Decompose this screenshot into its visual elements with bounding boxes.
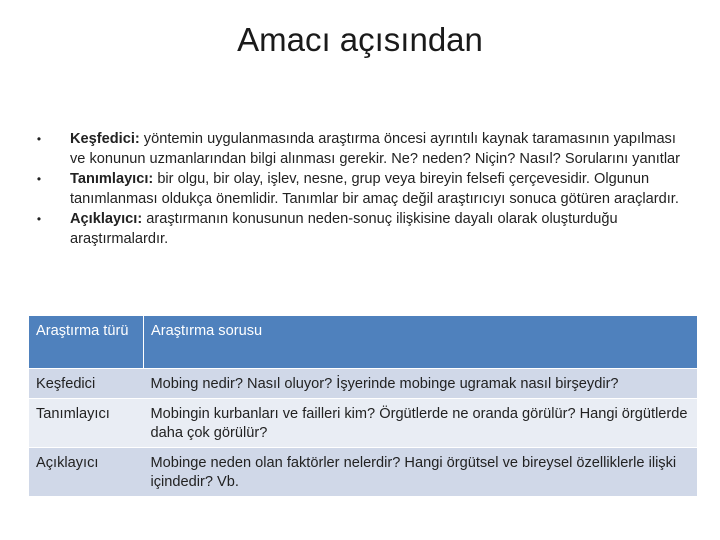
bullet-marker: • <box>36 172 42 186</box>
bullet-term: Keşfedici: <box>70 131 140 147</box>
header-research-type: Araştırma türü <box>29 316 144 368</box>
table-row <box>29 447 697 496</box>
bullet-list <box>34 130 684 250</box>
bullet-term: Açıklayıcı: <box>70 211 143 227</box>
bullet-term: Tanımlayıcı: <box>70 171 154 187</box>
bullet-marker: • <box>36 132 42 146</box>
slide-title: Amacı açısından <box>237 21 483 58</box>
bullet-text: araştırmanın konusunun neden-sonuç ilişkisine dayalı olarak oluşturduğu araştırmalardır. <box>70 211 618 247</box>
header-research-question: Araştırma sorusu <box>144 316 698 368</box>
table-header-row <box>29 316 697 368</box>
table-cell-question: Mobingin kurbanları ve failleri kim? Örgütlerde ne oranda görülür? Hangi örgütlerde daha çok görülür? <box>144 398 698 447</box>
table-row <box>29 368 697 398</box>
table-cell-type: Açıklayıcı <box>29 447 144 496</box>
table-row <box>29 398 697 447</box>
bullet-item-kesfedici <box>34 130 684 169</box>
table-cell-question: Mobinge neden olan faktörler nelerdir? Hangi örgütsel ve bireysel özelliklerle ilişki içindedir? Vb. <box>144 447 698 496</box>
bullet-marker: • <box>36 212 42 226</box>
table-cell-type: Keşfedici <box>29 368 144 398</box>
table-cell-question: Mobing nedir? Nasıl oluyor? İşyerinde mobinge ugramak nasıl birşeydir? <box>144 368 698 398</box>
bullet-text: yöntemin uygulanmasında araştırma öncesi ayrıntılı kaynak taramasının yapılması ve konunun uzmanlarından bilgi alınması gerekir. Ne? neden? Niçin? Nasıl? Sorularını yanıtlar <box>70 131 681 167</box>
bullet-item-aciklayici <box>34 210 684 249</box>
bullet-text: bir olgu, bir olay, işlev, nesne, grup veya bireyin felsefi çerçevesidir. Olgunun tanımlanması oldukça önemlidir. Tanımlar bir amaç değil araştırıcıyı sonuca götüren araçlardır. <box>70 171 679 207</box>
bullet-item-tanimlayici <box>34 170 684 209</box>
research-type-table <box>29 316 697 497</box>
table-cell-type: Tanımlayıcı <box>29 398 144 447</box>
